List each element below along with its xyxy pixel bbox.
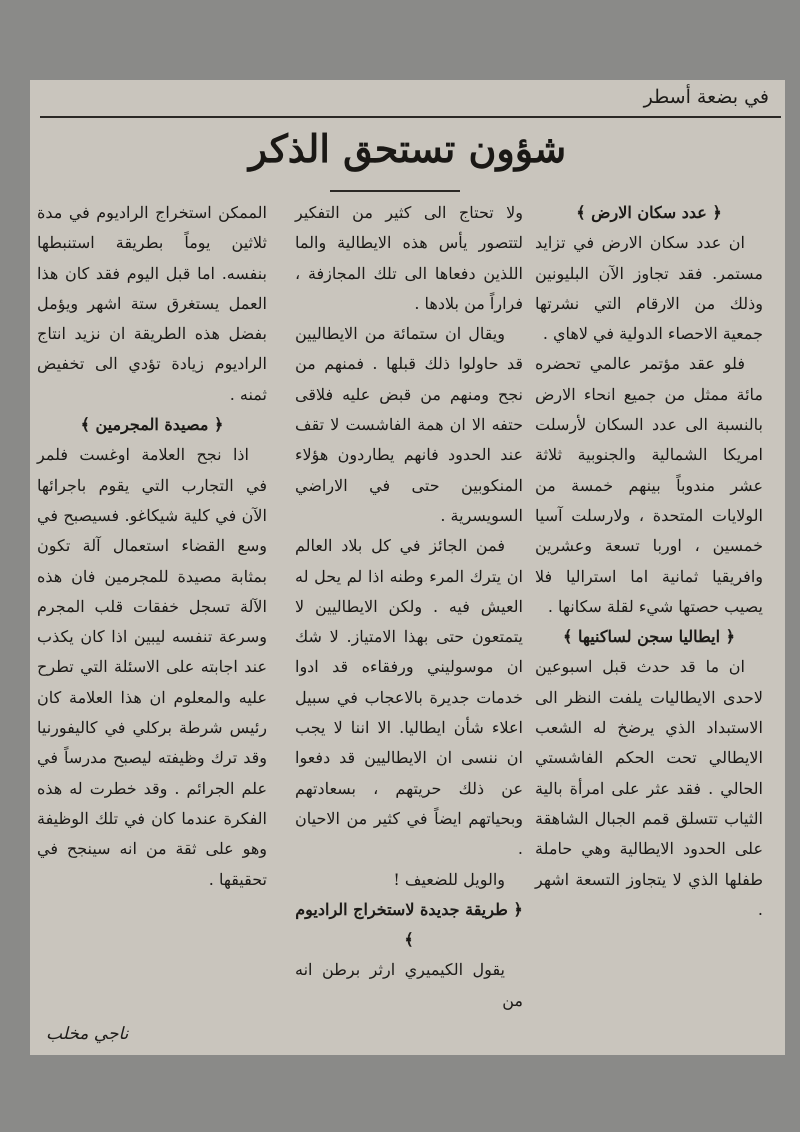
column-middle <box>295 198 523 1016</box>
title-underline <box>330 190 460 192</box>
paragraph: يقول الكيميري ارثر برطن انه من <box>295 960 523 1010</box>
paragraph: ان ما قد حدث قبل اسبوعين لاحدى الايطاليات يلفت النظر الى الاستبداد الذي يرضخ له الشعب الايطالي تحت الحكم الفاشستي الحالي . فقد عثر على امرأة بالية الثياب تتسلق قمم الجبال الشاهقة على الحدود الايطالية وهي حاملة طفلها الذي لا يتجاوز التسعة اشهر . <box>535 657 763 919</box>
section-heading-criminal-trap: ﴿ مصيدة المجرمين ﴾ <box>80 415 224 435</box>
article-title: شؤون تستحق الذكر <box>248 126 567 171</box>
paragraph: ولا تحتاج الى كثير من التفكير لتتصور يأس هذه الايطالية والما اللذين دفعاها الى تلك المجازفة ، فراراً من بلادها . <box>295 203 523 313</box>
magazine-page <box>30 80 785 1055</box>
author-signature: ناجي مخلب <box>46 1024 129 1044</box>
section-heading-population: ﴿ عدد سكان الارض ﴾ <box>576 203 722 222</box>
header-rule <box>40 116 781 118</box>
paragraph: اذا نجح العلامة اوغست فلمر في التجارب التي يقوم باجرائها الآن في كلية شيكاغو. فسيصبح في وسع القضاء استعمال آلة تكون بمثابة مصيدة للمجرمين فان هذه الآلة تسجل خفقات قلب المجرم وسرعة تنفسه ليبين اذا كان يكذب عند اجابته على الاسئلة التي تطرح عليه والمعلوم ان هذا العلامة كان رئيس شرطة بركلي في كاليفورنيا وقد ترك وظيفته ليصبح مدرساً في علم الجرائم . وقد خطرت له هذه الفكرة عندما كان في تلك الوظيفة وهو على ثقة من انه سينجح في تحقيقها . <box>37 445 267 889</box>
paragraph: والويل للضعيف ! <box>393 869 505 889</box>
section-heading-italy: ﴿ ايطاليا سجن لساكنيها ﴾ <box>563 627 735 647</box>
paragraph: الممكن استخراج الراديوم في مدة ثلاثين يوماً بطريقة استنبطها بنفسه. اما قبل اليوم فقد كان هذا العمل يستغرق ستة اشهر ويؤمل بفضل هذه الطريقة ان نزيد انتاج الراديوم زيادة تؤدي الى تخفيض ثمنه . <box>37 203 267 404</box>
section-heading-radium: ﴿ طريقة جديدة لاستخراج الراديوم ﴾ <box>295 899 523 950</box>
paragraph: فلو عقد مؤتمر عالمي تحضره مائة ممثل من جميع انحاء الارض بالنسبة الى عدد السكان لأرسلت امريكا الشمالية والجنوبية ثلاثة عشر مندوباً بينهم خمسة من الولايات المتحدة ، ولارسلت آسيا خمسين ، اوربا تسعة وعشرين وافريقيا ثمانية اما استراليا فلا يصيب حصتها شيء لقلة سكانها . <box>535 354 763 616</box>
paragraph: ان عدد سكان الارض في تزايد مستمر. فقد تجاوز الآن البليونين وذلك من الارقام التي نشرتها جمعية الاحصاء الدولية في لاهاي . <box>535 233 763 344</box>
paragraph: فمن الجائز في كل بلاد العالم ان يترك المرء وطنه اذا لم يحل له العيش فيه . ولكن الايطاليين لا يتمتعون حتى بهذا الامتياز. لا شك ان موسوليني ورفقاءه قد ادوا خدمات جديرة بالاعجاب في سبيل اعلاء شأن ايطاليا. الا اننا لا يجب ان ننسى ان الايطاليين قد دفعوا عن ذلك حريتهم ، بسعادتهم وبحياتهم ايضاً في كثير من الاحيان . <box>295 536 523 859</box>
paragraph: ويقال ان ستمائة من الايطاليين قد حاولوا ذلك قبلها . فمنهم من نجح ومنهم من قبض عليه فلاقى حتفه الا ان همة الفاشست لا تقف عند الحدود فانهم يطاردون هؤلاء المنكوبين حتى في الاراضي السويسرية . <box>295 324 523 525</box>
column-right <box>535 198 763 925</box>
column-left <box>37 198 267 895</box>
running-head: في بضعة أسطر <box>643 86 769 108</box>
